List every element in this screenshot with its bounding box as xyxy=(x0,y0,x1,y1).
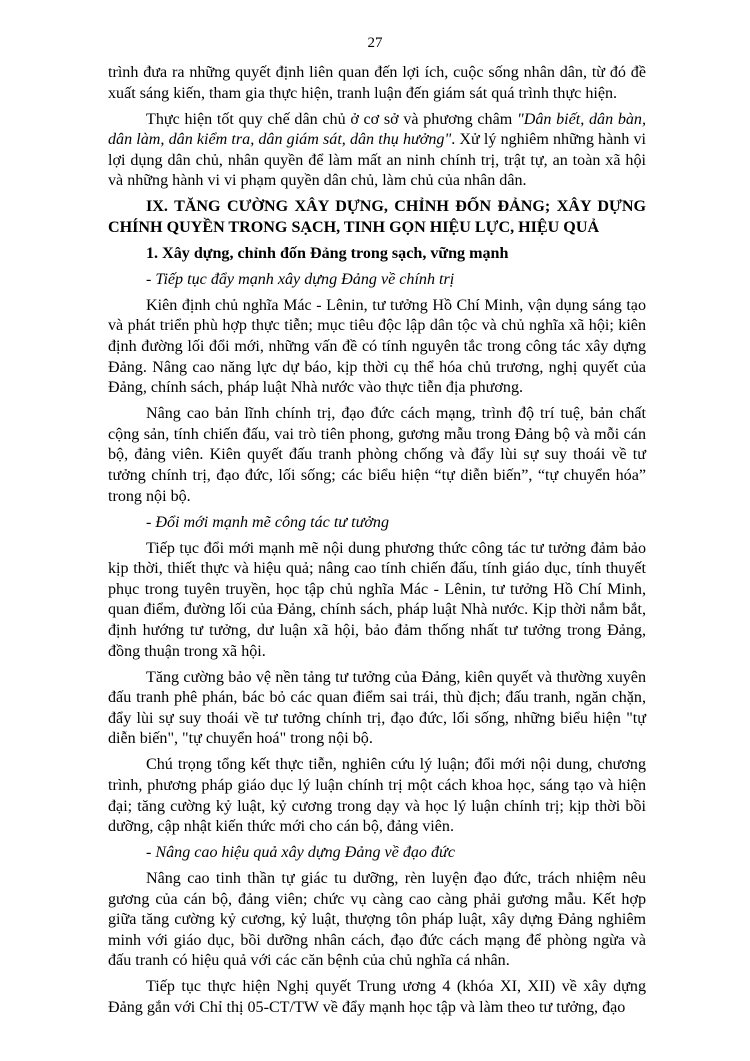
paragraph: Nâng cao tinh thần tự giác tu dưỡng, rèn luyện đạo đức, trách nhiệm nêu gương của cán bộ, đảng viên; chức vụ càng cao càng phải gương mẫu. Kết hợp giữa tăng cường kỷ cương, kỷ luật, thượng tôn pháp luật, xây dựng Đảng nghiêm minh với giáo dục, bồi dưỡng nhân cách, đạo đức cách mạng để phòng ngừa và đấu tranh có hiệu quả với các căn bệnh của chủ nghĩa cá nhân. xyxy=(108,870,646,970)
paragraph-continuation: trình đưa ra những quyết định liên quan đến lợi ích, cuộc sống nhân dân, từ đó đề xuất sáng kiến, tham gia thực hiện, tranh luận đến giám sát quá trình thực hiện. xyxy=(108,64,646,102)
section-heading-ix: IX. TĂNG CƯỜNG XÂY DỰNG, CHỈNH ĐỐN ĐẢNG; XÂY DỰNG CHÍNH QUYỀN TRONG SẠCH, TINH GỌN HIỆU LỰC, HIỆU QUẢ xyxy=(108,198,646,236)
paragraph-democracy xyxy=(108,110,646,192)
paragraph: Kiên định chủ nghĩa Mác - Lênin, tư tưởng Hồ Chí Minh, vận dụng sáng tạo và phát triển phù hợp thực tiễn; mục tiêu độc lập dân tộc và chủ nghĩa xã hội; kiên định đường lối đổi mới, những vấn đề có tính nguyên tắc trong công tác xây dựng Đảng. Nâng cao năng lực dự báo, kịp thời cụ thể hóa chủ trương, nghị quyết của Đảng, chính sách, pháp luật Nhà nước vào thực tiễn địa phương. xyxy=(108,296,646,397)
paragraph: Nâng cao bản lĩnh chính trị, đạo đức cách mạng, trình độ trí tuệ, bản chất cộng sản, tính chiến đấu, vai trò tiên phong, gương mẫu trong Đảng bộ và mỗi cán bộ, đảng viên. Kiên quyết đấu tranh phòng chống và đẩy lùi sự suy thoái về tư tưởng chính trị, đạo đức, lối sống; các biểu hiện “tự diễn biến”, “tự chuyển hóa” trong nội bộ. xyxy=(108,405,646,505)
subsection-heading-1: 1. Xây dựng, chỉnh đốn Đảng trong sạch, vững mạnh xyxy=(146,244,509,262)
subheading-political: - Tiếp tục đẩy mạnh xây dựng Đảng về chính trị xyxy=(146,270,455,288)
subheading-ethics: - Nâng cao hiệu quả xây dựng Đảng về đạo đức xyxy=(146,844,455,862)
page-number: 27 xyxy=(367,35,383,51)
paragraph: Tiếp tục đổi mới mạnh mẽ nội dung phương thức công tác tư tưởng đảm bảo kịp thời, thiết thực và hiệu quả; nâng cao tính chiến đấu, tính giáo dục, tính thuyết phục trong tuyên truyền, học tập chủ nghĩa Mác - Lênin, tư tưởng Hồ Chí Minh, quan điểm, đường lối của Đảng, chính sách, pháp luật Nhà nước. Kịp thời nắm bắt, định hướng tư tưởng, dư luận xã hội, bảo đảm thống nhất tư tưởng trong Đảng, đồng thuận trong xã hội. xyxy=(108,539,646,660)
paragraph: Chú trọng tổng kết thực tiễn, nghiên cứu lý luận; đổi mới nội dung, chương trình, phương pháp giáo dục lý luận chính trị một cách khoa học, sáng tạo và hiện đại; tăng cường kỷ luật, kỷ cương trong dạy và học lý luận chính trị; kịp thời bồi dưỡng, cập nhật kiến thức mới cho cán bộ, đảng viên. xyxy=(108,756,646,836)
paragraph: Tăng cường bảo vệ nền tảng tư tưởng của Đảng, kiên quyết và thường xuyên đấu tranh phê phán, bác bỏ các quan điểm sai trái, thù địch; đấu tranh, ngăn chặn, đẩy lùi sự suy thoái về tư tưởng chính trị, đạo đức, lối sống, những biểu hiện "tự diễn biến", "tự chuyển hoá" trong nội bộ. xyxy=(108,668,646,748)
subheading-ideology: - Đổi mới mạnh mẽ công tác tư tưởng xyxy=(146,513,390,531)
paragraph-text: Thực hiện tốt quy chế dân chủ ở cơ sở và phương châm xyxy=(146,110,517,128)
document-body xyxy=(108,63,646,1024)
motto-quote: "Dân biết, dân bàn, dân làm, dân kiểm tra, dân giám sát, dân thụ hưởng" xyxy=(108,110,647,149)
paragraph: Tiếp tục thực hiện Nghị quyết Trung ương 4 (khóa XI, XII) về xây dựng Đảng gắn với Chỉ thị 05-CT/TW về đẩy mạnh học tập và làm theo tư tưởng, đạo xyxy=(108,978,646,1017)
paragraph-text: . Xử lý nghiêm những hành vi lợi dụng dân chủ, nhân quyền để làm mất an ninh chính trị, trật tự, an toàn xã hội và những hành vi vi phạm quyền dân chủ, làm chủ của nhân dân. xyxy=(108,131,647,190)
